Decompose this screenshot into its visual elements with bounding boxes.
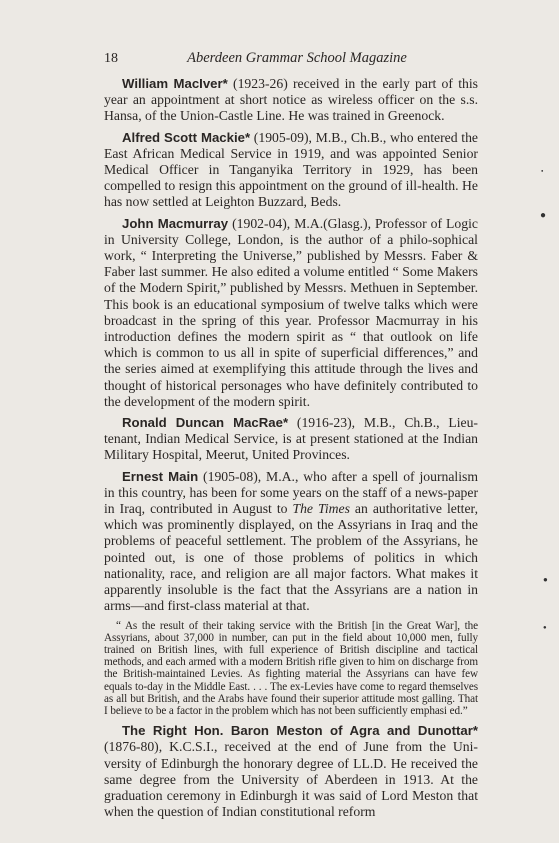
running-title: Aberdeen Grammar School Magazine (187, 50, 407, 66)
entry-text: (1905-08), M.A., who after a spell of journalism in this country, has been for some years on the staff of a news-paper in Iraq, contributed in August to (104, 468, 479, 517)
block-quotation: “ As the result of their taking service with the British [in the Great War], the Assyrians, about 37,000 in number, can put in the field about 10,000 men, fully trained on British lines, with full experience of British discipline and tactical methods, and each armed with a modern British rifle given to him on discharge from the British-maintained Levies. As fighting material the Assyrians can have few equals to-day in the Middle East. . . . The ex-Levies have come to regard themselves as all but British, and the Arabs have found their superior attitude most galling. That I believe to be a factor in the problem which has not been sufficiently emphasi ed.” (104, 619, 478, 717)
entry-macmurray (104, 216, 478, 410)
page-number: 18 (104, 51, 118, 66)
entry-main (104, 469, 478, 615)
entry-name: Ronald Duncan MacRae* (122, 415, 289, 431)
entry-mackie (104, 130, 478, 211)
page-header (104, 50, 476, 67)
entry-text: (1876-80), K.C.S.I., received at the end of June from the Uni-versity of Edinburgh the honorary degree of LL.D. He received the same degree from the University of Aberdeen in 1913. At the graduation ceremony in Edinburgh it was said of Lord Meston that when the question of Indian constitutional reform (104, 739, 478, 820)
entry-name: William MacIver* (122, 76, 228, 91)
scan-speck: ● (541, 168, 544, 173)
entry-macrae (104, 415, 478, 464)
text-column (104, 76, 478, 825)
entry-text: (1905-09), M.B., Ch.B., who entered the East African Medical Service in 1919, and was appointed Senior Medical Officer in Tanganyika Territory in 1929, has been compelled to resign this appointment on the ground of ill-health. He has now settled at Leighton Buzzard, Beds. (104, 129, 478, 210)
entry-name: The Right Hon. Baron Meston of Agra and Dunottar* (122, 723, 478, 739)
entry-text: (1902-04), M.A.(Glasg.), Professor of Logic in University College, London, is the author of a philo-sophical work, “ Interpreting the Universe,” published by Messrs. Faber & Faber last summer. He also edited a volume entitled “ Some Makers of the Modern Spirit,” published by Messrs. Methuen in September. This book is an educational symposium of twelve talks which were broadcast in the spring of this year. Professor Macmurray in his introduction defines the modern spirit as “ that outlook on life which is common to us all in spite of superficial differences,” and the series aimed at exemplifying this attitude through the lives and thought of historical personages who have definitely contributed to the development of the modern spirit. (104, 215, 478, 409)
entry-text: (1923-26) received in the early part of this year an appointment at short notice as wireless officer on the s.s. Hansa, of the Union-Castle Line. He was trained in Greenock. (104, 76, 478, 124)
publication-title: The Times (292, 501, 350, 517)
entry-meston (104, 723, 478, 820)
scan-speck: ● (543, 625, 547, 631)
scan-speck: ● (543, 575, 548, 584)
entry-name: John Macmurray (122, 215, 229, 231)
entry-maciver (104, 76, 478, 125)
scan-speck: ● (540, 210, 547, 221)
entry-name: Ernest Main (122, 468, 199, 484)
entry-name: Alfred Scott Mackie* (122, 129, 251, 145)
entry-text: an authoritative letter, which was prominently displayed, on the Assyrians in Iraq and the problems of peaceful settlement. The problem of the Assyrians, he pointed out, is one of those problems of politics in which nationality, race, and religion are all major factors. What makes it apparently insoluble is the fact that the Assyrians are a nation in arms—and first-class material at that. (104, 501, 478, 614)
entry-text: (1916-23), M.B., Ch.B., Lieu-tenant, Indian Medical Service, is at present stationed at the Indian Military Hospital, Meerut, United Provinces. (104, 415, 478, 463)
